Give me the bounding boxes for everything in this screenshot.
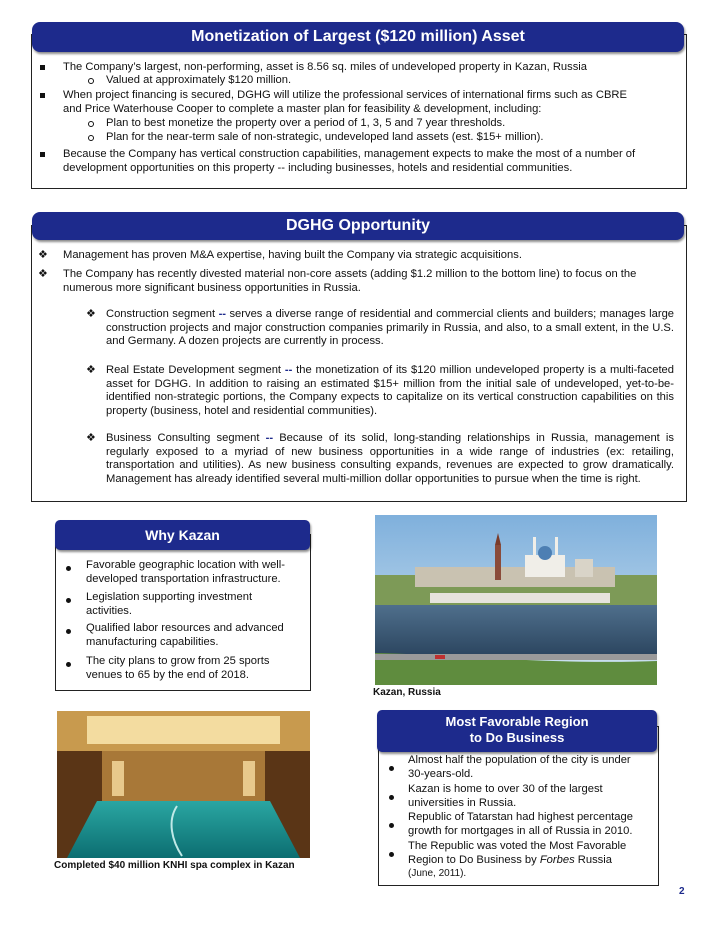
- opportunity-bullet-1: Management has proven M&A expertise, having built the Company via strategic acquisitions.: [63, 249, 522, 261]
- segment-dash: --: [284, 364, 293, 376]
- favorable-item-4-text: Region to Do Business by: [408, 853, 537, 866]
- favorable-item-3-line-1: Republic of Tatarstan had highest percentage: [408, 811, 633, 823]
- kazan-photo-caption: Kazan, Russia: [373, 687, 441, 698]
- favorable-item-3-line-2: growth for mortgages in all of Russia in 2010.: [408, 824, 633, 837]
- monetization-bullet-1: The Company’s largest, non-performing, asset is 8.56 sq. miles of undeveloped property in Kazan, Russia: [63, 61, 588, 73]
- why-kazan-item-1-line-1: Favorable geographic location with well-: [86, 559, 285, 571]
- monetization-sub-2: Plan to best monetize the property over a period of 1, 3, 5 and 7 year thresholds.: [106, 117, 506, 129]
- kazan-city-photo: [375, 515, 657, 685]
- favorable-item-4-country: Russia: [577, 853, 612, 866]
- circle-bullet-icon: [88, 75, 94, 89]
- monetization-bullet-2-line-1: When project financing is secured, DGHG will utilize the professional services of international firms such as CBRE: [63, 89, 627, 101]
- favorable-item-2-line-2: universities in Russia.: [408, 796, 517, 809]
- segment-construction: [106, 308, 674, 349]
- monetization-bullet-2-line-2: and Price Waterhouse Cooper to complete a master plan for feasibility & development, including:: [63, 103, 542, 115]
- segment-text: serves a diverse range of residential and commercial clients and builders; manages large construction projects and major construction companies primarily in Russia, and also, to a small extent, in the U.S. and Germany. A dozen projects are currently in process.: [106, 308, 675, 347]
- favorable-item-1-line-1: Almost half the population of the city is under: [408, 754, 631, 766]
- favorable-item-4-line-1: The Republic was voted the Most Favorable: [408, 840, 627, 852]
- favorable-item-3: [408, 811, 648, 838]
- favorable-item-1: [408, 754, 648, 781]
- forbes-name: Forbes: [539, 853, 575, 866]
- why-kazan-title: Why Kazan: [145, 527, 220, 543]
- diamond-bullet-icon: ❖: [86, 364, 96, 376]
- segment-text: the monetization of its $120 million undeveloped property is a multi-faceted asset for DGHG. In addition to raising an estimated $15+ million from the initial sale of undeveloped, yet-to-be-identified non-strategic portions, the Company expects to capitalize on its vertical construction capabilities on this property (business, hotel and residential communities).: [106, 364, 674, 417]
- spa-photo-caption: Completed $40 million KNHI spa complex in Kazan: [54, 860, 295, 871]
- why-kazan-item-3-line-2: manufacturing capabilities.: [86, 636, 219, 648]
- round-bullet-icon: [389, 791, 394, 805]
- favorable-item-2-line-1: Kazan is home to over 30 of the largest: [408, 783, 603, 795]
- monetization-header: [32, 22, 684, 52]
- diamond-bullet-icon: ❖: [38, 268, 48, 280]
- why-kazan-header: [55, 520, 310, 550]
- square-bullet-icon: [40, 61, 45, 75]
- segment-name: Real Estate Development segment: [106, 364, 282, 376]
- favorable-region-header: [377, 710, 657, 752]
- segment-business-consulting: [106, 432, 674, 486]
- opportunity-bullet-2-line-1: The Company has recently divested material non-core assets (adding $1.2 million to the bottom line) to focus on the: [63, 268, 637, 280]
- circle-bullet-icon: [88, 118, 94, 132]
- why-kazan-item-4-line-1: The city plans to grow from 25 sports: [86, 655, 270, 667]
- segment-name: Construction segment: [106, 308, 216, 320]
- favorable-item-4-date: (June, 2011).: [408, 868, 467, 879]
- segment-dash: --: [265, 432, 274, 444]
- square-bullet-icon: [40, 148, 45, 162]
- round-bullet-icon: [389, 848, 394, 862]
- opportunity-header: [32, 212, 684, 240]
- monetization-bullet-3-line-1: Because the Company has vertical construction capabilities, management expects to make the most of a number of: [63, 148, 636, 160]
- why-kazan-item-3-line-1: Qualified labor resources and advanced: [86, 622, 284, 634]
- page-number: 2: [679, 886, 685, 897]
- monetization-sub-1: Valued at approximately $120 million.: [106, 74, 292, 86]
- monetization-bullet-3-line-2: development opportunities on this property -- including businesses, hotels and residential communities.: [63, 162, 573, 174]
- round-bullet-icon: [66, 625, 71, 639]
- why-kazan-item-2-line-1: Legislation supporting investment: [86, 591, 253, 603]
- diamond-bullet-icon: ❖: [86, 432, 96, 444]
- segment-dash: --: [218, 308, 227, 320]
- round-bullet-icon: [389, 762, 394, 776]
- diamond-bullet-icon: ❖: [86, 308, 96, 320]
- square-bullet-icon: [40, 89, 45, 103]
- spa-pool-image: [57, 711, 310, 858]
- opportunity-title: DGHG Opportunity: [286, 217, 430, 234]
- segment-text: Because of its solid, long-standing relationships in Russia, management is regularly exposed to a myriad of new business opportunities in a wide range of industries (ex: retailing, transportation and utilities). As new business consulting expands, revenues are expected to grow dramatically. Management has already identified several multi-million dollar opportunities to pursue when the time is right.: [106, 432, 674, 485]
- monetization-title: Monetization of Largest ($120 million) Asset: [191, 28, 525, 45]
- circle-bullet-icon: [88, 132, 94, 146]
- round-bullet-icon: [66, 594, 71, 608]
- favorable-item-4-line-2: [408, 854, 648, 868]
- why-kazan-item-4-line-2: venues to 65 by the end of 2018.: [86, 669, 249, 681]
- kazan-skyline-image: [375, 515, 657, 685]
- round-bullet-icon: [66, 562, 71, 576]
- favorable-region-title-line-1: Most Favorable Region: [445, 714, 589, 729]
- favorable-item-2: [408, 783, 648, 810]
- why-kazan-item-2-line-2: activities.: [86, 605, 133, 617]
- why-kazan-item-1-line-2: developed transportation infrastructure.: [86, 573, 281, 585]
- monetization-sub-3: Plan for the near-term sale of non-strategic, undeveloped land assets (est. $15+ million).: [106, 131, 544, 143]
- diamond-bullet-icon: ❖: [38, 249, 48, 261]
- round-bullet-icon: [389, 819, 394, 833]
- favorable-region-title-line-2: to Do Business: [469, 730, 565, 745]
- segment-name: Business Consulting segment: [106, 432, 260, 444]
- spa-complex-photo: [57, 711, 310, 858]
- favorable-item-4: [408, 840, 648, 881]
- opportunity-bullet-2-line-2: numerous more significant business opportunities in Russia.: [63, 282, 361, 294]
- round-bullet-icon: [66, 658, 71, 672]
- favorable-item-1-line-2: 30-years-old.: [408, 767, 474, 780]
- segment-real-estate: [106, 364, 674, 418]
